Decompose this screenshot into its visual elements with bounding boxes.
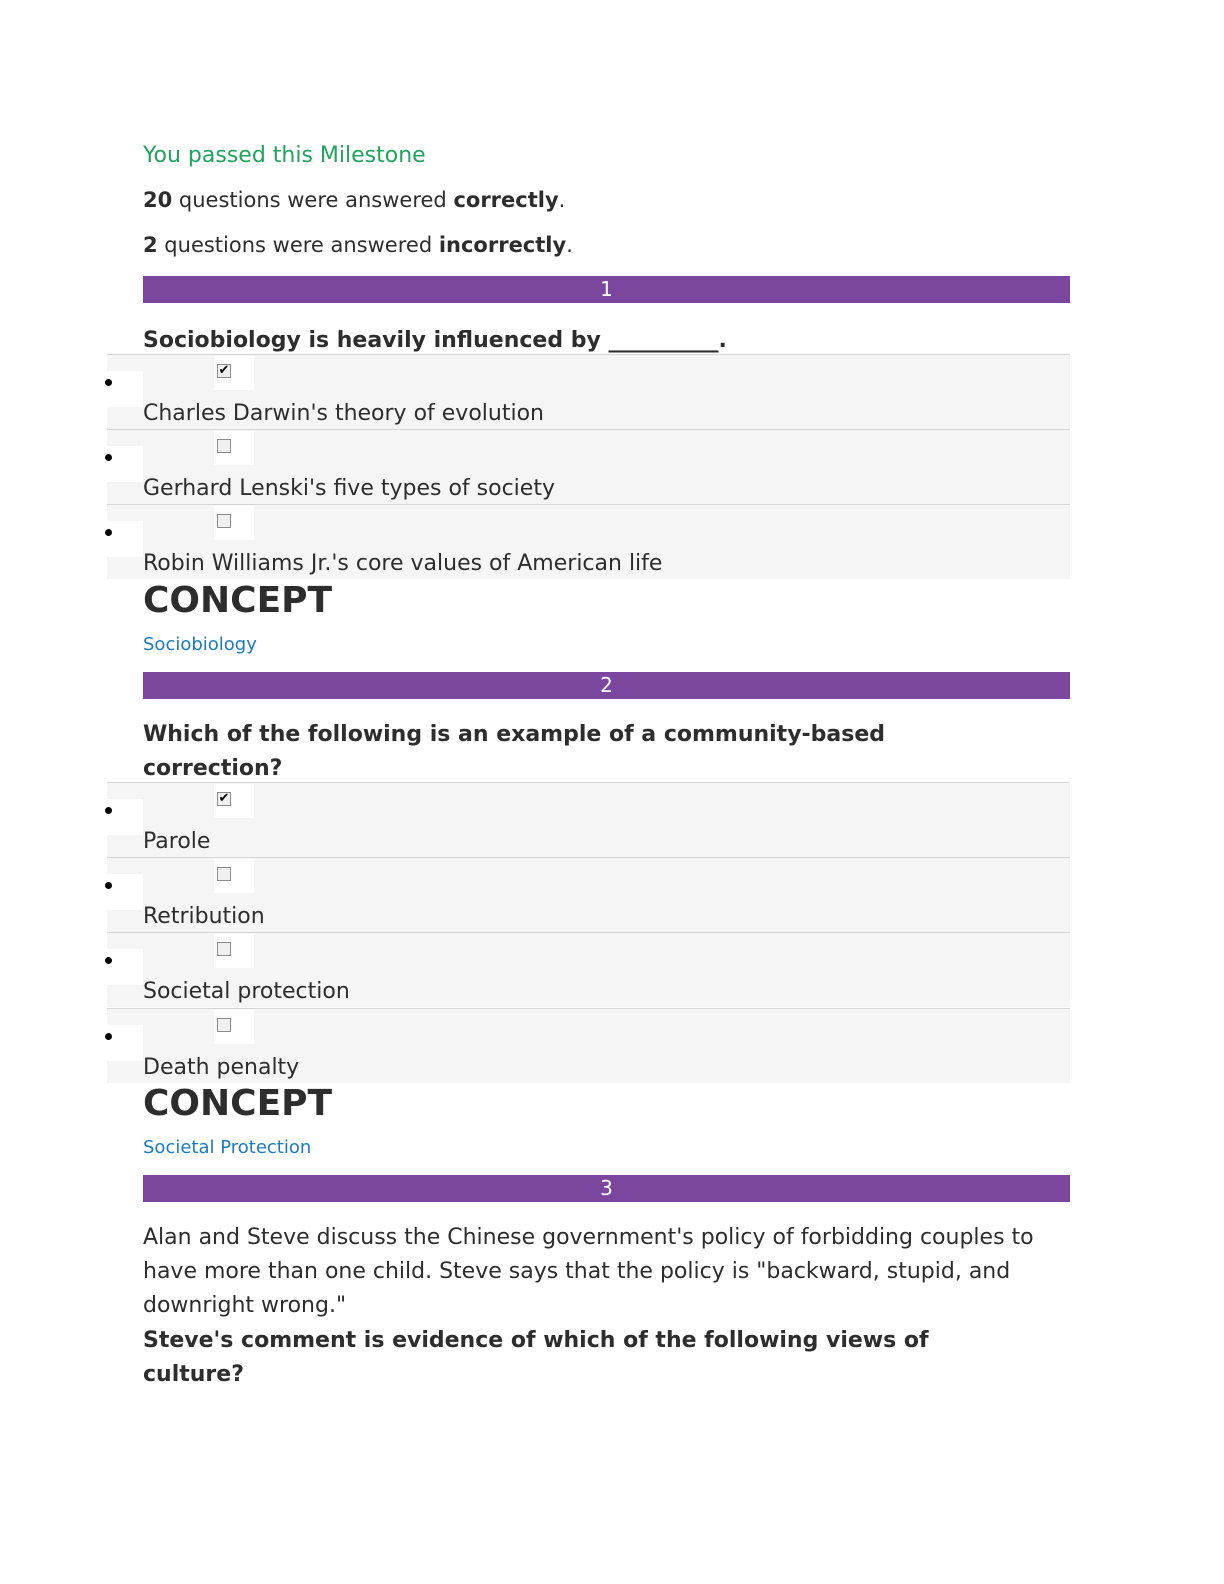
checkbox-container[interactable] bbox=[214, 859, 254, 893]
checkbox-unchecked-icon[interactable] bbox=[217, 942, 231, 956]
checkbox-unchecked-icon[interactable] bbox=[217, 514, 231, 528]
answer-label: Charles Darwin's theory of evolution bbox=[143, 401, 544, 426]
answer-option[interactable] bbox=[107, 782, 1070, 857]
question-number-bar: 3 bbox=[143, 1175, 1070, 1202]
concept-heading: CONCEPT bbox=[143, 580, 333, 621]
bullet-icon bbox=[107, 446, 143, 482]
question-number-bar: 2 bbox=[143, 672, 1070, 699]
correct-count: 20 bbox=[143, 188, 173, 212]
question-number-bar: 1 bbox=[143, 276, 1070, 303]
answer-label: Gerhard Lenski's five types of society bbox=[143, 476, 555, 501]
question-text: Which of the following is an example of a community-based correction? bbox=[143, 722, 886, 781]
incorrect-count: 2 bbox=[143, 233, 158, 257]
checkbox-container[interactable] bbox=[214, 1010, 254, 1044]
answer-option[interactable] bbox=[107, 354, 1070, 429]
checkbox-container[interactable] bbox=[214, 934, 254, 968]
question-text: Steve's comment is evidence of which of the following views of culture? bbox=[143, 1328, 929, 1387]
answer-option[interactable] bbox=[107, 857, 1070, 932]
incorrect-summary bbox=[143, 230, 573, 260]
checkbox-container[interactable] bbox=[214, 431, 254, 465]
answer-label: Parole bbox=[143, 829, 211, 854]
bullet-icon bbox=[107, 874, 143, 910]
answer-label: Robin Williams Jr.'s core values of American life bbox=[143, 551, 663, 576]
period: . bbox=[566, 233, 573, 257]
question-text: Sociobiology is heavily influenced by __________. bbox=[143, 328, 727, 353]
checkbox-container[interactable] bbox=[214, 356, 254, 390]
answer-option[interactable] bbox=[107, 1008, 1070, 1083]
concept-heading: CONCEPT bbox=[143, 1083, 333, 1124]
answer-option[interactable] bbox=[107, 932, 1070, 1007]
checkbox-checked-icon[interactable]: ✔ bbox=[218, 791, 230, 806]
correct-word: correctly bbox=[453, 188, 559, 212]
answer-option[interactable] bbox=[107, 429, 1070, 504]
bullet-icon bbox=[107, 1025, 143, 1061]
correct-summary bbox=[143, 185, 565, 215]
checkbox-unchecked-icon[interactable] bbox=[217, 867, 231, 881]
answer-label: Societal protection bbox=[143, 979, 350, 1004]
answer-label: Death penalty bbox=[143, 1055, 300, 1080]
checkbox-container[interactable] bbox=[214, 784, 254, 818]
bullet-icon bbox=[107, 521, 143, 557]
bullet-icon bbox=[107, 371, 143, 407]
period: . bbox=[558, 188, 566, 212]
answer-label: Retribution bbox=[143, 904, 265, 929]
question-stem: Alan and Steve discuss the Chinese government's policy of forbidding couples to have more than one child. Steve says that the policy is "backward, stupid, and downright wrong." bbox=[143, 1225, 1034, 1318]
bullet-icon bbox=[107, 949, 143, 985]
checkbox-unchecked-icon[interactable] bbox=[217, 1018, 231, 1032]
incorrect-summary-text: questions were answered bbox=[157, 233, 439, 257]
bullet-icon bbox=[107, 799, 143, 835]
checkbox-container[interactable] bbox=[214, 506, 254, 540]
incorrect-word: incorrectly bbox=[438, 233, 567, 257]
concept-link[interactable]: Sociobiology bbox=[143, 634, 257, 655]
milestone-status: You passed this Milestone bbox=[143, 143, 426, 168]
checkbox-checked-icon[interactable]: ✔ bbox=[218, 363, 230, 378]
answer-option[interactable] bbox=[107, 504, 1070, 579]
concept-link[interactable]: Societal Protection bbox=[143, 1137, 312, 1158]
correct-summary-text: questions were answered bbox=[172, 188, 454, 212]
checkbox-unchecked-icon[interactable] bbox=[217, 439, 231, 453]
